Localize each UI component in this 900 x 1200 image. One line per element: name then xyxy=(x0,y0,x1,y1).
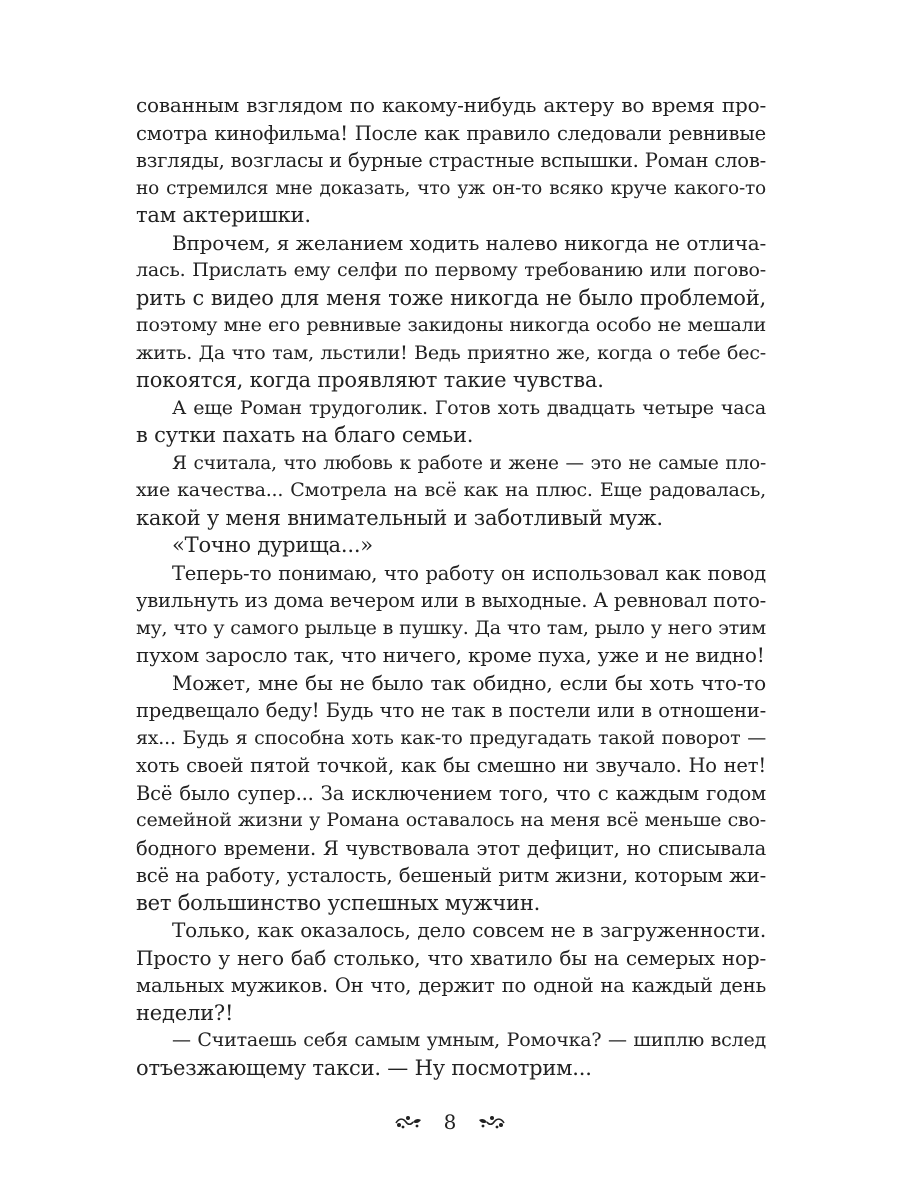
text-line: недели?! xyxy=(136,1000,234,1025)
page-footer xyxy=(0,1110,900,1134)
text-line: му, что у самого рыльце в пушку. Да что там, рыло у него этим xyxy=(136,616,766,639)
text-line: в сутки пахать на благо семьи. xyxy=(136,423,474,447)
text-line: какой у меня внимательный и заботливый муж. xyxy=(136,505,663,530)
text-line: взгляды, возгласы и бурные страстные вспышки. Роман слов- xyxy=(136,149,766,172)
text-line: всё на работу, усталость, бешеный ритм жизни, которым жи- xyxy=(136,864,766,887)
left-floral-ornament-icon xyxy=(394,1114,424,1130)
text-line: Впрочем, я желанием ходить налево никогда не отлича- xyxy=(172,230,766,255)
text-line: но стремился мне доказать, что уж он-то всяко круче какого-то xyxy=(136,177,766,199)
text-line: А еще Роман трудоголик. Готов хоть двадцать четыре часа xyxy=(172,396,766,419)
text-line: семейной жизни у Романа оставалось на меня всё меньше сво- xyxy=(136,809,766,831)
text-line: предвещало беду! Будь что не так в постели или в отношени- xyxy=(136,699,766,722)
text-line: Теперь-то понимаю, что работу он использовал как повод xyxy=(172,561,766,585)
page-number: 8 xyxy=(443,1110,457,1134)
text-line: бодного времени. Я чувствовала этот дефицит, но списывала xyxy=(136,836,766,860)
text-line: отъезжающему такси. — Ну посмотрим... xyxy=(136,1055,592,1080)
text-line: лась. Прислать ему селфи по первому требованию или погово- xyxy=(136,259,766,281)
text-line: Может, мне бы не было так обидно, если бы хоть что-то xyxy=(172,670,766,695)
text-line: — Считаешь себя самым умным, Ромочка? — шиплю вслед xyxy=(172,1029,766,1051)
text-line: мальных мужиков. Он что, держит по одной на каждый день xyxy=(136,974,766,997)
text-line: Всё было супер... За исключением того, что с каждым годом xyxy=(136,781,766,805)
text-line: ях... Будь я способна хоть как-то предугадать такой поворот — xyxy=(136,726,766,749)
text-line: рить с видео для меня тоже никогда не было проблемой, xyxy=(136,285,766,310)
book-page-text xyxy=(136,92,766,1082)
text-line: жить. Да что там, льстили! Ведь приятно же, когда о тебе бес- xyxy=(136,341,766,364)
text-line: Просто у него баб столько, что хватило бы на семерых нор- xyxy=(136,945,766,970)
text-line: «Точно дурища...» xyxy=(172,533,373,557)
text-line: Только, как оказалось, дело совсем не в загруженности. xyxy=(172,918,766,942)
text-line: смотра кинофильма! После как правило следовали ревнивые xyxy=(136,121,766,145)
text-line: хоть своей пятой точкой, как бы смешно ни звучало. Но нет! xyxy=(136,754,766,777)
text-line: сованным взглядом по какому-нибудь актеру во время про- xyxy=(136,93,766,117)
text-line: увильнуть из дома вечером или в выходные. А ревновал пото- xyxy=(136,589,766,612)
text-line: хие качества... Смотрела на всё как на плюс. Еще радовалась, xyxy=(136,479,766,501)
text-line: вет большинство успешных мужчин. xyxy=(136,890,541,915)
text-line: Я считала, что любовь к работе и жене — это не самые пло- xyxy=(172,452,766,474)
text-line: там актеришки. xyxy=(136,203,311,227)
text-line: покоятся, когда проявляют такие чувства. xyxy=(136,368,604,392)
text-line: пухом заросло так, что ничего, кроме пуха, уже и не видно! xyxy=(136,643,765,667)
right-floral-ornament-icon xyxy=(476,1114,506,1130)
text-line: поэтому мне его ревнивые закидоны никогда особо не мешали xyxy=(136,314,766,336)
